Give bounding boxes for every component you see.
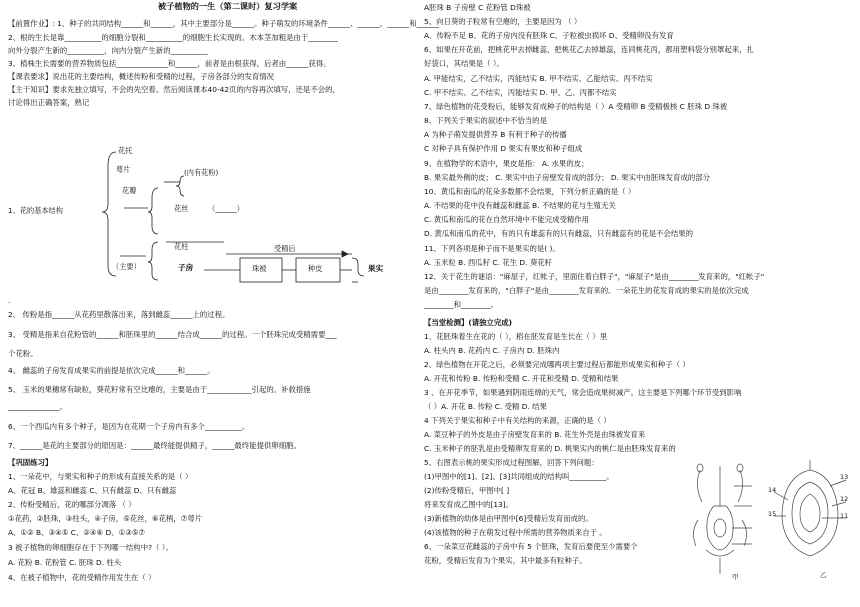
worksheet-title: 被子植物的一生（第二课时）复习学案 xyxy=(158,2,298,11)
left-line: 4、在被子植物中，花的受精作用发生在（ ） xyxy=(8,573,156,582)
flower-figure-jia xyxy=(686,446,754,582)
left-line: 向外分裂产生新的__________，向内分裂产生新的__________ xyxy=(8,46,208,55)
right-line: C. 玉米种子的胚乳是由受精卵发育来的 D. 桃果实内的桃仁是由胚珠发育来的 xyxy=(424,444,676,453)
right-line: 花粉，受精后发育为个果实，其中最多有粒种子。 xyxy=(424,556,587,565)
ovule-coat-label: 珠被 xyxy=(252,264,267,273)
right-line: C. 甲不结实、乙不结实，丙能结实 D. 甲、乙、丙都不结实 xyxy=(424,88,617,97)
diagram-root-label: 1、花的基本结构 xyxy=(8,206,63,215)
left-line: 3、 受精是指来自花粉管的______和胚珠里的______结合成______的过程。一个胚珠完成受精需要___ xyxy=(8,330,337,339)
right-line: A. 菜豆种子的外皮是由子房壁发育来的 B. 花生外壳是由珠被发育来 xyxy=(424,430,646,439)
right-line: 5、向日葵的子粒常有空瘪的，主要是因为 （ ） xyxy=(424,17,582,26)
right-line: C. 黄瓜和南瓜的花在自然环境中不能完成受精作用 xyxy=(424,215,590,224)
left-line: 3、植株生长需要的营养物质包括______________和______，前者是由根获得，后者由______获得。 xyxy=(8,59,331,68)
right-line: 将来发育成乙图中的[13]。 xyxy=(424,500,514,509)
right-line: A. 柱头内 B. 花药内 C. 子房内 D. 胚珠内 xyxy=(424,346,560,355)
right-line: 是由________发育来的，"白胖子"是由________发育来的。一朵花生的花发育成的果实的是依次完成 xyxy=(424,286,749,295)
style-label: 花柱 xyxy=(174,242,189,251)
left-line: ______________。 xyxy=(8,402,68,411)
filament-blank: （______） xyxy=(208,204,244,213)
right-line: 9、在植物学的术语中，果皮是指： A. 水果的皮； xyxy=(424,159,589,168)
left-line: ①花药，②胚珠，③柱头，④子房，⑤花丝，⑥花柄，⑦萼片 xyxy=(8,514,203,523)
right-line: A、传粉不足 B、花的子房内没有胚珠 C、子粒被虫损坏 D、受精卵没有发育 xyxy=(424,31,674,40)
flower-structure-diagram xyxy=(8,142,420,292)
right-line: 1、花胚珠着生在花的（ ），稻在胚发育是生长在（ ）里 xyxy=(424,332,608,341)
right-line: (1)甲图中的[1]、[2]、[3]共同组成的结构叫__________。 xyxy=(424,472,614,481)
left-line: 2、 传粉是指______从花药里散落出来，落到雌蕊______上的过程。 xyxy=(8,310,230,319)
left-line: 讨论得出正确答案，熟记 xyxy=(8,98,90,107)
right-line: 7、绿色植物的花受粉后，能够发育成种子的结构是（ ）A 受精卵 B 受精极核 C 胚珠 D 珠被 xyxy=(424,102,728,111)
right-line: (4)该植物的种子在萌发过程中所需的营养物质来自于 。 xyxy=(424,528,607,537)
receptacle-label: 花托 xyxy=(118,146,133,155)
filament-label: 花丝 xyxy=(174,204,189,213)
left-line: 【前置作业】: 1、种子的共同结构______和______，其中主要部分是______。种子萌发的环境条件______、______、______和______ xyxy=(8,19,439,28)
right-line: B. 果实最外侧的皮； C. 果实中由子房壁发育成的部分； D. 果实中由胚珠发育成的部分 xyxy=(424,173,711,182)
left-line: A、①② B、③④⑤ C、②④⑥ D、①③⑤⑦ xyxy=(8,528,146,537)
right-line: 2、绿色植物在开花之后，必须要完成哪两项主要过程后都能形成果实和种子（ ） xyxy=(424,360,690,369)
right-line: 12、关于花生的谜语："麻屋子，红帐子，里面住着白胖子"，"麻屋子"是由________发育来的，"红帐子" xyxy=(424,272,765,281)
left-line: 7、______是花的主要部分的原因是：______最终能提供精子，______最终能提供卵细胞。 xyxy=(8,441,301,450)
right-line: 3 、在开花季节，如果遇到阴雨连绵的天气，常会造成果树减产。这主要是下列哪个环节受到影响 xyxy=(424,388,742,397)
fig-jia-label: 甲 xyxy=(732,573,739,581)
left-line: 6、一个西瓜内有多个种子，是因为在花期一个子房内有多个__________。 xyxy=(8,422,250,431)
right-line: ________和________。 xyxy=(424,300,498,309)
diagram-lines xyxy=(8,142,420,292)
right-line: A胚珠 B 子房壁 C 花粉管 D珠被 xyxy=(424,3,531,12)
main-part-label: （主要） xyxy=(112,262,141,271)
left-line: 【课表要求】说出花的主要结构，概述传粉和受精的过程，子房各部分的发育情况 xyxy=(8,72,275,81)
right-line: 11、下列各项是种子而不是果实的是( )。 xyxy=(424,244,560,253)
left-line: 5、 玉米的果穗常有缺粒，葵花籽常有空比瘪的，主要是由于____________引起的。补救措施 xyxy=(8,385,311,394)
right-line: (3)新植物的幼体是由甲图中[6]受精后发育而成的。 xyxy=(424,514,593,523)
fig-yi-label: 乙 xyxy=(820,571,827,579)
anther-note-label: (内有花粉) xyxy=(184,168,219,177)
fig-label-11: 11 xyxy=(840,512,849,520)
right-line: A. 不结果的花中没有雌蕊和雌蕊 B. 不结果的花与生殖无关 xyxy=(424,201,616,210)
right-line: 8、下列关于果实的叙述中不恰当的是 xyxy=(424,116,547,125)
right-line: A 为种子萌发提供营养 B 有利于种子的传播 xyxy=(424,130,567,139)
section-heading: 【当堂检测】(请独立完成) xyxy=(424,318,513,327)
left-line: 个花粉。 xyxy=(8,349,38,358)
right-line: 好袋口，其结果是（ ）。 xyxy=(424,59,504,68)
left-line: 2、根的生长是靠__________的细胞分裂和__________的细胞生长实现的。木本茎加粗是由于________ xyxy=(8,33,338,42)
section-heading: 【巩固练习】 xyxy=(8,458,53,467)
left-line: A. 花粉 B. 花粉管 C. 胚珠 D. 柱头 xyxy=(8,558,122,567)
left-line: A、花冠 B、雄蕊和雌蕊 C、只有雌蕊 D、只有雌蕊 xyxy=(8,486,177,495)
left-line: 【主干知识】要求先独立填写，不会的先空着。然后阅读课本40-42页的内容再次填写，还是不会的， xyxy=(8,85,340,94)
right-line: 5、右图表示桃的果实形成过程图解，回答下列问题： xyxy=(424,458,599,467)
stray-dot: . xyxy=(8,296,11,305)
after-fertilization-label: 受精后 xyxy=(274,244,296,253)
fruit-drawing xyxy=(768,456,850,582)
right-line: C 对种子具有保护作用 D 果实有果皮和种子组成 xyxy=(424,144,583,153)
fig-label-12: 12 xyxy=(840,495,849,503)
left-line: 1、一朵花中，与果实和种子的形成有直接关系的是（ ） xyxy=(8,472,193,481)
fruit-figure-yi xyxy=(768,456,850,582)
flower-drawing xyxy=(686,446,754,582)
sepal-label: 萼片 xyxy=(116,165,131,174)
left-line: 4、 雌蕊的子房发育成果实的前提是依次完成______和______。 xyxy=(8,366,215,375)
petal-label: 花瓣 xyxy=(122,186,137,195)
right-line: 6、如果在开花前，把桃花甲去掉雌蕊，把桃花乙去掉雄蕊，连同桃花丙，都用塑料袋分别罩起来，扎 xyxy=(424,45,754,54)
right-line: 10、黄瓜和南瓜的花朵多数都不会结果，下列分析正确的是（ ） xyxy=(424,187,636,196)
left-line: 2、传粉受精后，花的哪部分凋落 （ ） xyxy=(8,500,136,509)
right-line: （ ）A. 开花 B. 传粉 C. 受精 D. 结果 xyxy=(424,402,547,411)
right-line: A. 开花和传粉 B. 传粉和受精 C. 开花和受精 D. 受精和结果 xyxy=(424,374,619,383)
fig-label-13: 13 xyxy=(840,473,849,481)
right-line: D. 黄瓜和南瓜的花中，有的只有雄蕊有的只有雌蕊，只有雌蕊有的花是不会结果的 xyxy=(424,229,694,238)
ovary-label: 子房 xyxy=(178,263,194,272)
right-line: (2)传粉受精后，甲图中[ ] xyxy=(424,486,510,495)
right-line: A. 甲能结实，乙不结实，丙能结实 B. 甲不结实、乙能结实、丙不结实 xyxy=(424,74,653,83)
fruit-label: 果实 xyxy=(368,264,384,273)
left-line: 3 被子植物的卵细胞存在于下列哪一结构中?（ ）。 xyxy=(8,543,173,552)
seed-coat-label: 种皮 xyxy=(308,264,323,273)
fig-label-15: 15 xyxy=(768,510,777,518)
right-line: 4 下列关于果实和种子中有关结构的来源，正确的是（ ） xyxy=(424,416,611,425)
right-line: 6、一朵菜豆花雌蕊的子房中有 5 个胚珠，发育后要使至少需要个 xyxy=(424,542,638,551)
right-line: A. 玉米粒 B. 西瓜籽 C. 花生 D. 葵花籽 xyxy=(424,258,552,267)
fig-label-14: 14 xyxy=(768,486,777,494)
